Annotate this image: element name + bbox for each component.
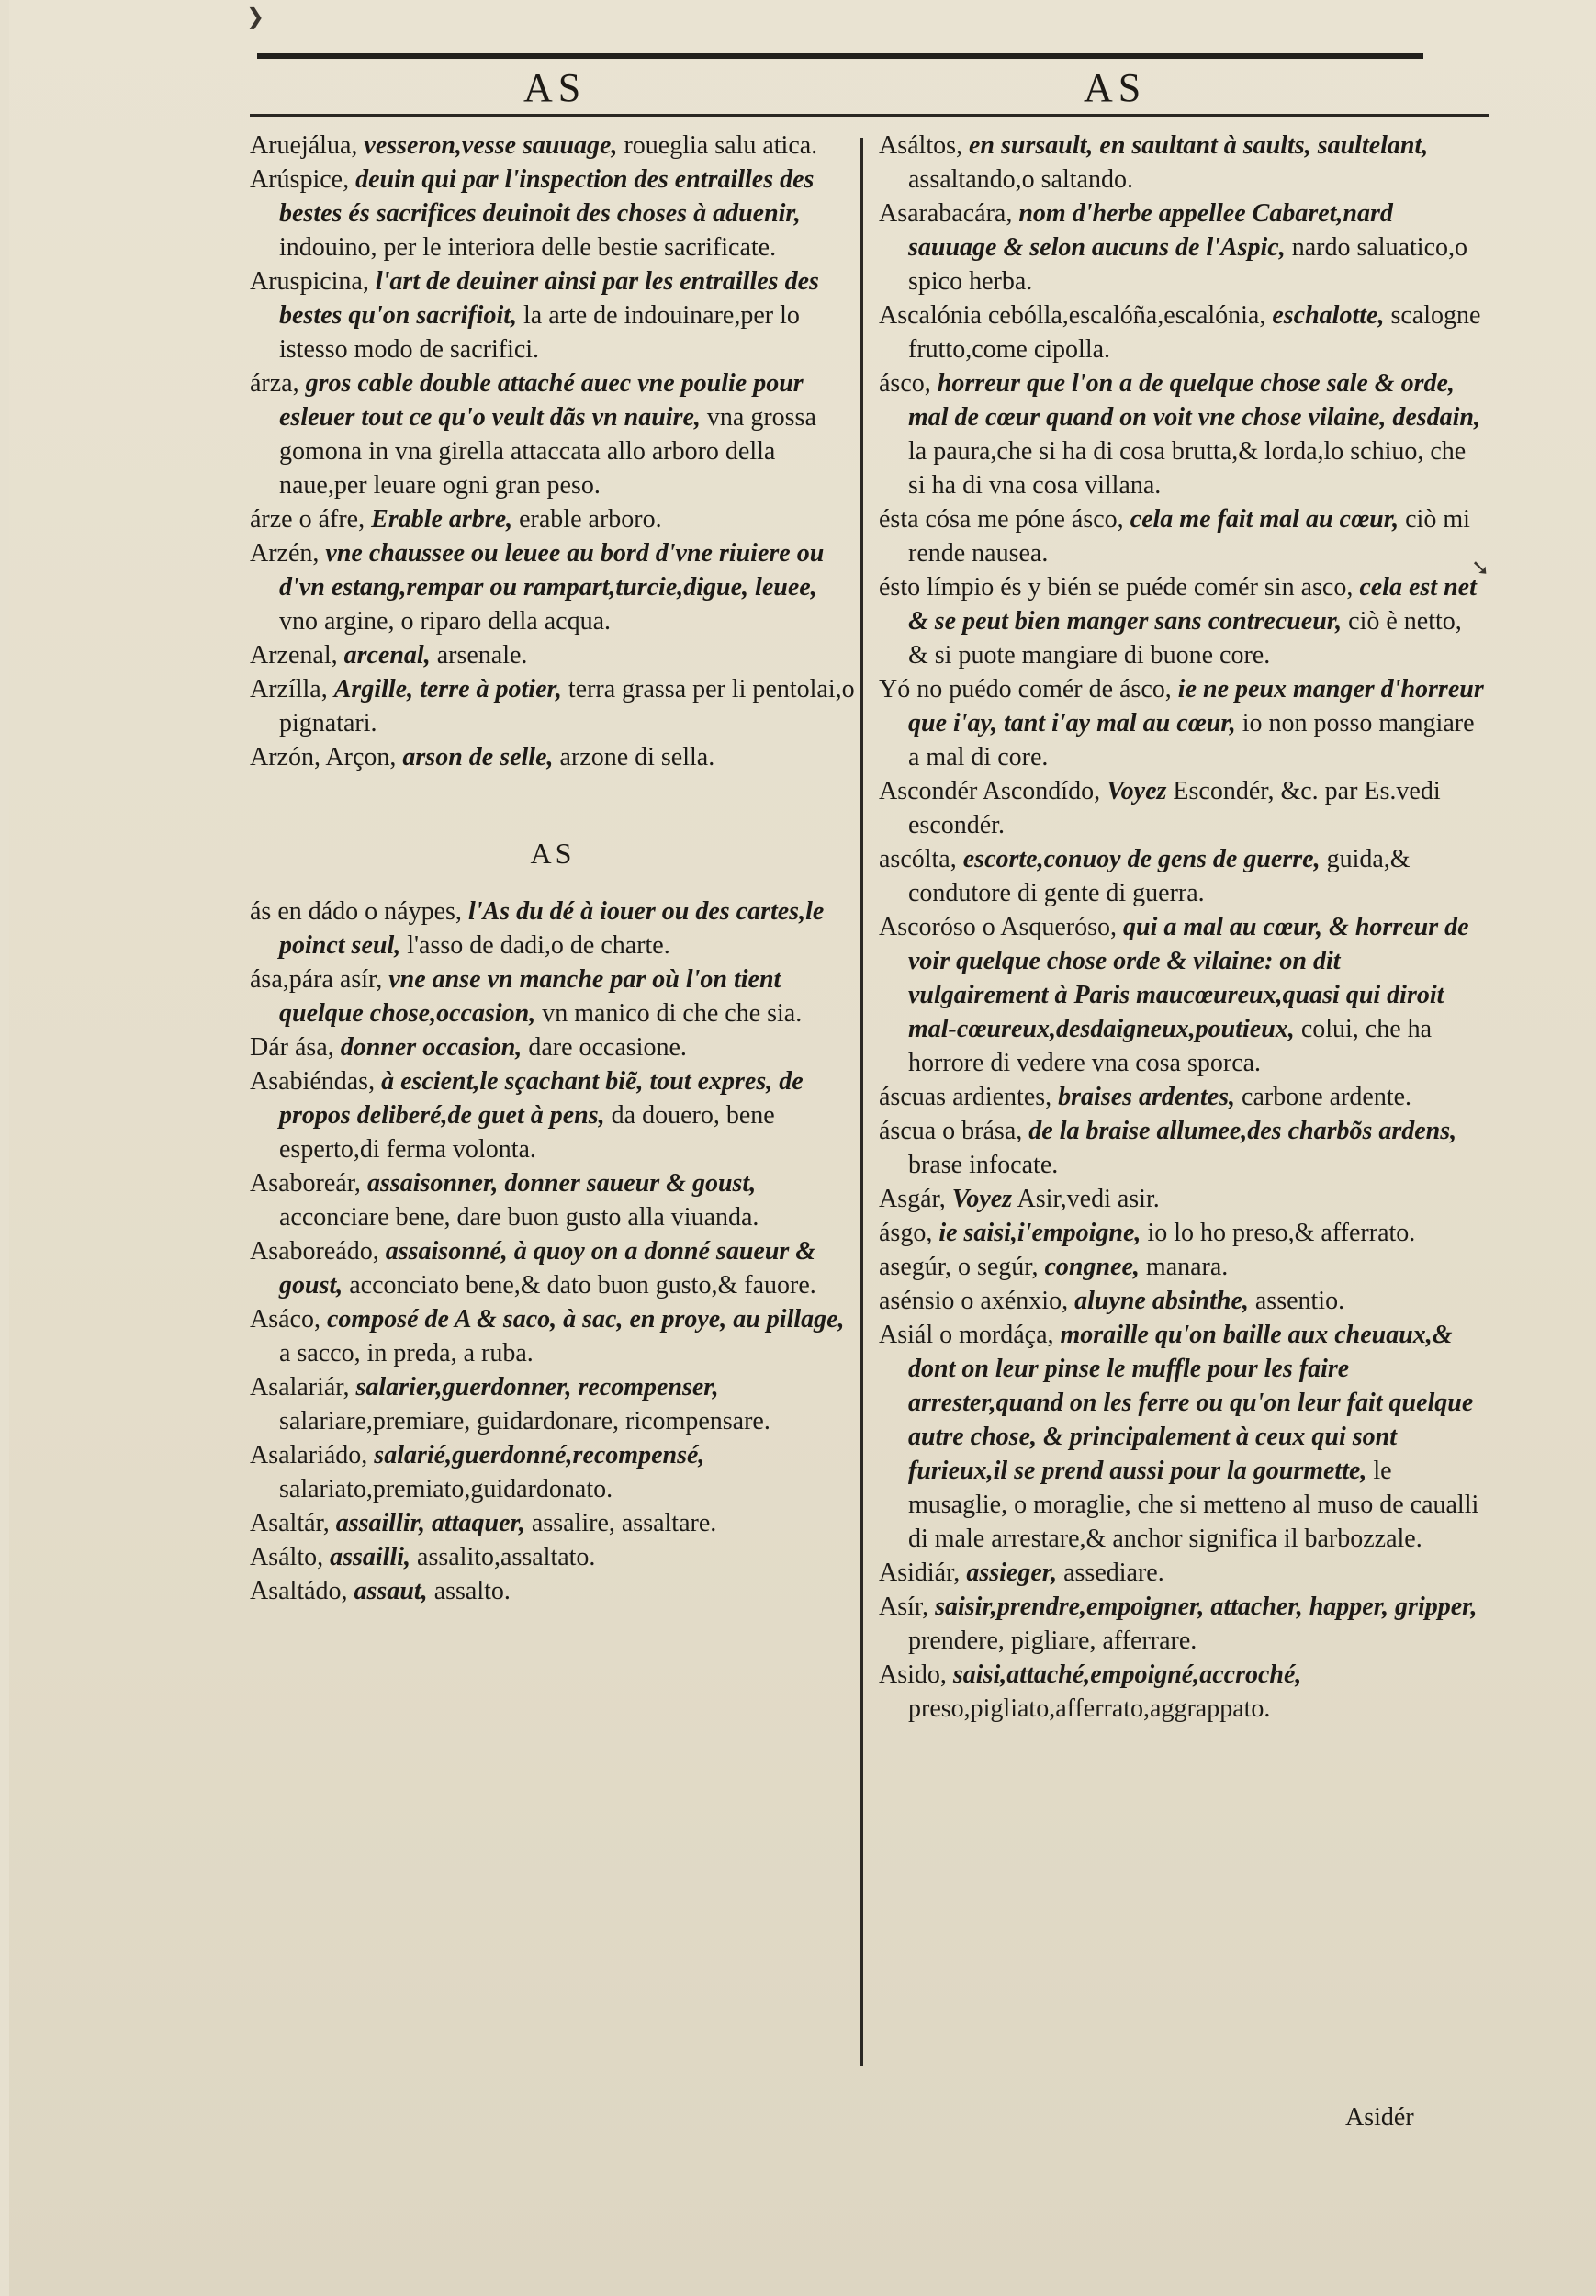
entry-headword: Asiál o mordáça,	[879, 1321, 1054, 1349]
entry-headword: Asaboreádo,	[250, 1237, 379, 1266]
entry-italian-gloss: assalto.	[433, 1577, 511, 1605]
entry-italian-gloss: dare occasione.	[528, 1033, 687, 1062]
header-rule-top	[257, 53, 1423, 59]
entry-french-gloss: vne anse vn manche par où l'on tient quelque chose,occasion,	[279, 965, 781, 1028]
entry-headword: Aruspicina,	[250, 267, 369, 296]
entry-italian-gloss: Asir,vedi asir.	[1017, 1185, 1160, 1213]
entry-italian-gloss: assalire, assaltare.	[531, 1509, 717, 1537]
entry-french-gloss: assaut,	[354, 1577, 428, 1605]
entry-headword: asegúr, o segúr,	[879, 1253, 1039, 1281]
dictionary-entry	[250, 1438, 856, 1506]
dictionary-entry	[250, 1030, 856, 1064]
dictionary-entry	[250, 740, 856, 774]
entry-headword: Dár ása,	[250, 1033, 334, 1062]
entry-headword: Ascondér Ascondído,	[879, 777, 1101, 805]
entry-headword: ésta cósa me póne ásco,	[879, 505, 1124, 534]
entry-italian-gloss: manara.	[1145, 1253, 1229, 1281]
dictionary-entry	[879, 1658, 1485, 1726]
entry-headword: Asír,	[879, 1593, 929, 1621]
dictionary-entry	[879, 1080, 1485, 1114]
right-column	[879, 129, 1485, 1726]
entry-french-gloss: gros cable double attaché auec vne poulie pour esleuer tout ce qu'o veult dãs vn nauire,	[279, 369, 804, 432]
entry-italian-gloss: colui, che ha horrore di vedere vna cosa sporca.	[908, 1015, 1433, 1077]
margin-mark-icon: ❯	[246, 4, 265, 29]
entry-italian-gloss: roueglia salu atica.	[624, 131, 818, 160]
dictionary-entry	[879, 910, 1485, 1080]
entry-french-gloss: salarié,guerdonné,recompensé,	[374, 1441, 705, 1469]
dictionary-entry	[250, 672, 856, 740]
entry-french-gloss: Voyez	[951, 1185, 1013, 1213]
entry-italian-gloss: l'asso de dadi,o de charte.	[407, 931, 670, 960]
entry-french-gloss: de la braise allumee,des charbõs ardens,	[1028, 1117, 1457, 1145]
dictionary-entry	[879, 842, 1485, 910]
entry-italian-gloss: vn manico di che che sia.	[542, 999, 803, 1028]
entry-headword: Yó no puédo comér de ásco,	[879, 675, 1172, 703]
dictionary-entry	[250, 536, 856, 638]
entry-headword: Asaltár,	[250, 1509, 330, 1537]
entry-italian-gloss: terra grassa per li pentolai,o pignatari.	[279, 675, 855, 737]
dictionary-entry	[250, 1506, 856, 1540]
entry-headword: Arzílla,	[250, 675, 328, 703]
entry-french-gloss: en sursault, en saultant à saults, saultelant,	[969, 131, 1429, 160]
entry-french-gloss: assaillir, attaquer,	[335, 1509, 525, 1537]
entry-french-gloss: l'As du dé à iouer ou des cartes,le poinct seul,	[279, 897, 825, 960]
entry-italian-gloss: le musaglie, o moraglie, che si metteno al muso de caualli di male arrestare,& anchor significa il barbozzale.	[908, 1457, 1479, 1553]
entry-headword: árze o áfre,	[250, 505, 365, 534]
entry-italian-gloss: vna grossa gomona in vna girella attaccata allo arboro della naue,per leuare ogni gran peso.	[279, 403, 816, 500]
entry-headword: áscua o brása,	[879, 1117, 1023, 1145]
column-divider	[860, 138, 863, 2066]
entry-italian-gloss: a sacco, in preda, a ruba.	[279, 1339, 534, 1367]
header-rule-bottom	[250, 114, 1489, 117]
entry-headword: Asaltádo,	[250, 1577, 348, 1605]
dictionary-entry	[250, 264, 856, 366]
dictionary-entry	[250, 1540, 856, 1574]
entry-french-gloss: vesseron,vesse sauuage,	[364, 131, 618, 160]
left-column	[250, 129, 856, 1608]
entry-french-gloss: saisir,prendre,empoigner, attacher, happer, gripper,	[935, 1593, 1478, 1621]
entry-headword: Arzenal,	[250, 641, 338, 670]
entry-headword: árza,	[250, 369, 299, 398]
dictionary-entry	[879, 129, 1485, 197]
entry-french-gloss: assaisonner, donner saueur & goust,	[366, 1169, 757, 1198]
entry-italian-gloss: assalito,assaltato.	[417, 1543, 596, 1571]
dictionary-entry	[879, 1318, 1485, 1556]
running-head-right: AS	[1084, 65, 1147, 110]
entry-french-gloss: l'art de deuiner ainsi par les entrailles des bestes qu'on sacrifioit,	[279, 267, 819, 330]
dictionary-entry	[250, 1234, 856, 1302]
entry-french-gloss: aluyne absinthe,	[1074, 1287, 1249, 1315]
entry-french-gloss: congnee,	[1044, 1253, 1140, 1281]
entry-italian-gloss: la paura,che si ha di cosa brutta,& lorda,lo schiuo, che si ha di vna cosa villana.	[908, 437, 1467, 500]
entry-french-gloss: qui a mal au cœur, & horreur de voir quelque chose orde & vilaine: on dit vulgairement à Paris maucœureux,quasi qui diroit mal-cœureux,desdaigneux,poutieux,	[908, 913, 1469, 1043]
entry-italian-gloss: ciò è netto, & si puote mangiare di buone core.	[908, 607, 1462, 670]
entry-headword: Asgár,	[879, 1185, 946, 1213]
entry-headword: Asalariádo,	[250, 1441, 368, 1469]
dictionary-entry	[250, 1370, 856, 1438]
section-heading: AS	[530, 837, 576, 870]
dictionary-entry	[250, 502, 856, 536]
dictionary-entry	[879, 298, 1485, 366]
dictionary-entry	[250, 366, 856, 502]
entry-italian-gloss: acconciato bene,& dato buon gusto,& fauore.	[349, 1271, 816, 1300]
entry-headword: Arzén,	[250, 539, 320, 568]
entry-italian-gloss: arsenale.	[436, 641, 528, 670]
entry-italian-gloss: carbone ardente.	[1242, 1083, 1412, 1111]
entry-french-gloss: ie saisi,i'empoigne,	[938, 1219, 1141, 1247]
entry-french-gloss: saisi,attaché,empoigné,accroché,	[952, 1660, 1302, 1689]
entry-italian-gloss: da douero, bene esperto,di ferma volonta.	[279, 1101, 775, 1164]
dictionary-entry	[250, 1574, 856, 1608]
entry-italian-gloss: assentio.	[1254, 1287, 1345, 1315]
dictionary-entry	[879, 502, 1485, 570]
dictionary-entry	[250, 962, 856, 1030]
dictionary-entry	[879, 1556, 1485, 1590]
dictionary-entry	[250, 638, 856, 672]
entry-italian-gloss: scalogne frutto,come cipolla.	[908, 301, 1481, 364]
entry-headword: Ascoróso o Asqueróso,	[879, 913, 1117, 941]
entry-italian-gloss: vno argine, o riparo della acqua.	[279, 607, 612, 636]
entry-french-gloss: horreur que l'on a de quelque chose sale & orde, mal de cœur quand on voit vne chose vilaine, desdain,	[908, 369, 1480, 432]
entry-italian-gloss: Escondér, &c. par Es.vedi escondér.	[908, 777, 1441, 839]
dictionary-entry	[250, 895, 856, 962]
entry-italian-gloss: acconciare bene, dare buon gusto alla viuanda.	[279, 1203, 759, 1232]
dictionary-entry	[250, 163, 856, 264]
entry-french-gloss: Voyez	[1107, 777, 1167, 805]
entry-french-gloss: assaisonné, à quoy on a donné saueur & goust,	[279, 1237, 816, 1300]
entry-headword: Asido,	[879, 1660, 947, 1689]
entry-french-gloss: Argille, terre à potier,	[333, 675, 562, 703]
entry-headword: ásgo,	[879, 1219, 933, 1247]
entry-headword: Asáltos,	[879, 131, 962, 160]
entry-french-gloss: nom d'herbe appellee Cabaret,nard sauuage & selon aucuns de l'Aspic,	[908, 199, 1393, 262]
entry-italian-gloss: io lo ho preso,& afferrato.	[1147, 1219, 1416, 1247]
entry-headword: asénsio o axénxio,	[879, 1287, 1069, 1315]
entry-french-gloss: deuin qui par l'inspection des entrailles des bestes és sacrifices deuinoit des choses à aduenir,	[279, 165, 815, 228]
margin-mark-icon: ➘	[1471, 555, 1490, 580]
entry-french-gloss: donner occasion,	[340, 1033, 523, 1062]
dictionary-entry	[879, 366, 1485, 502]
entry-headword: ascólta,	[879, 845, 957, 873]
entry-headword: Asálto,	[250, 1543, 324, 1571]
entry-italian-gloss: guida,& condutore di gente di guerra.	[908, 845, 1411, 907]
entry-italian-gloss: brase infocate.	[908, 1151, 1059, 1179]
entry-headword: ésto límpio és y bién se puéde comér sin asco,	[879, 573, 1354, 602]
dictionary-entry	[879, 1284, 1485, 1318]
entry-headword: áscuas ardientes,	[879, 1083, 1052, 1111]
entry-italian-gloss: la arte de indouinare,per lo istesso modo de sacrifici.	[279, 301, 800, 364]
entry-italian-gloss: salariato,premiato,guidardonato.	[279, 1475, 613, 1503]
entry-italian-gloss: assediare.	[1063, 1559, 1164, 1587]
entry-headword: Asidiár,	[879, 1559, 961, 1587]
entry-italian-gloss: preso,pigliato,afferrato,aggrappato.	[908, 1694, 1271, 1723]
running-head-left: AS	[523, 65, 587, 110]
entry-headword: ásco,	[879, 369, 931, 398]
entry-italian-gloss: assaltando,o saltando.	[908, 165, 1133, 194]
entry-italian-gloss: nardo saluatico,o spico herba.	[908, 233, 1468, 296]
dictionary-entry	[250, 1166, 856, 1234]
dictionary-entry	[879, 1216, 1485, 1250]
entry-french-gloss: vne chaussee ou leuee au bord d'vne riuiere ou d'vn estang,rempar ou rampart,turcie,digue, leuee,	[279, 539, 825, 602]
dictionary-entry	[879, 570, 1485, 672]
dictionary-entry	[879, 1590, 1485, 1658]
dictionary-entry	[879, 1182, 1485, 1216]
entry-italian-gloss: io non posso mangiare a mal di core.	[908, 709, 1475, 771]
entry-french-gloss: escorte,conuoy de gens de guerre,	[962, 845, 1321, 873]
entry-italian-gloss: erable arboro.	[519, 505, 662, 534]
dictionary-entry	[879, 774, 1485, 842]
entry-headword: Ascalónia cebólla,escalóña,escalónia,	[879, 301, 1266, 330]
entry-french-gloss: ie ne peux manger d'horreur que i'ay, tant i'ay mal au cœur,	[908, 675, 1484, 737]
entry-headword: Arzón, Arçon,	[250, 743, 397, 771]
entry-french-gloss: assailli,	[330, 1543, 411, 1571]
dictionary-entry	[879, 1114, 1485, 1182]
entry-french-gloss: braises ardentes,	[1058, 1083, 1236, 1111]
entry-french-gloss: composé de A & saco, à sac, en proye, au pillage,	[326, 1305, 845, 1334]
dictionary-entry	[879, 672, 1485, 774]
entry-headword: Asáco,	[250, 1305, 320, 1334]
entry-headword: Asarabacára,	[879, 199, 1013, 228]
entry-french-gloss: arcenal,	[343, 641, 431, 670]
entry-italian-gloss: arzone di sella.	[559, 743, 715, 771]
dictionary-entry	[250, 1064, 856, 1166]
entry-french-gloss: moraille qu'on baille aux cheuaux,& dont on leur pinse le muffle pour les faire arrester,quand on les ferre ou qu'on leur fait quelque autre chose, & principalement à ceux qui sont furieux,il se prend aussi pour la gourmette,	[908, 1321, 1474, 1485]
entry-french-gloss: cela me fait mal au cœur,	[1130, 505, 1399, 534]
book-page	[9, 0, 1596, 2296]
entry-headword: Aruejálua,	[250, 131, 358, 160]
entry-french-gloss: arson de selle,	[402, 743, 554, 771]
dictionary-entry	[250, 129, 856, 163]
catchword: Asidér	[1345, 2103, 1414, 2132]
entry-french-gloss: salarier,guerdonner, recompenser,	[355, 1373, 719, 1401]
entry-headword: ása,pára asír,	[250, 965, 383, 994]
entry-italian-gloss: indouino, per le interiora delle bestie sacrificate.	[279, 233, 777, 262]
entry-french-gloss: assieger,	[966, 1559, 1058, 1587]
entry-french-gloss: à escient,le sçachant biẽ, tout expres, de propos deliberé,de guet à pens,	[279, 1067, 804, 1130]
entry-french-gloss: eschalotte,	[1272, 301, 1385, 330]
entry-headword: ás en dádo o náypes,	[250, 897, 462, 926]
entry-italian-gloss: ciò mi rende nausea.	[908, 505, 1470, 568]
dictionary-entry	[879, 1250, 1485, 1284]
entry-italian-gloss: salariare,premiare, guidardonare, ricompensare.	[279, 1407, 770, 1435]
entry-headword: Asabiéndas,	[250, 1067, 376, 1096]
dictionary-entry	[879, 197, 1485, 298]
entry-italian-gloss: prendere, pigliare, afferrare.	[908, 1626, 1197, 1655]
dictionary-entry	[250, 1302, 856, 1370]
entry-headword: Arúspice,	[250, 165, 350, 194]
entry-french-gloss: cela est net & se peut bien manger sans contrecueur,	[908, 573, 1477, 636]
entry-headword: Asaboreár,	[250, 1169, 361, 1198]
entry-headword: Asalariár,	[250, 1373, 350, 1401]
entry-french-gloss: Erable arbre,	[371, 505, 513, 534]
